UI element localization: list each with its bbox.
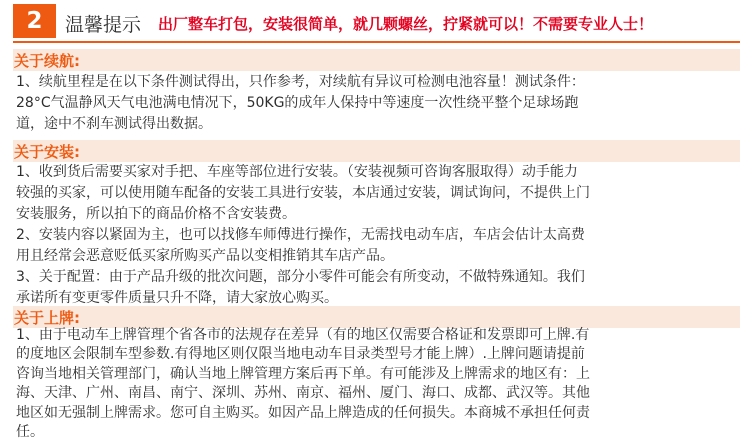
license-line: 任。 bbox=[16, 424, 44, 441]
range-line: 道，途中不刹车测试得出数据。 bbox=[16, 116, 212, 132]
install-paragraph bbox=[16, 162, 736, 309]
section-number-badge: 2 bbox=[13, 4, 56, 38]
license-section-title: 关于上牌: bbox=[14, 309, 80, 327]
range-title-background bbox=[13, 49, 740, 71]
license-line: 海、天津、广州、南昌、南宁、深圳、苏州、南京、福州、厦门、海口、成都、武汉等。其他 bbox=[16, 385, 590, 402]
install-line: 承诺所有变更零件质量只升不降，请大家放心购买。 bbox=[16, 290, 338, 306]
install-line: 用且经常会恶意贬低买家所购买产品以变相推销其车店产品。 bbox=[16, 248, 394, 264]
license-title-background bbox=[13, 306, 740, 328]
license-line: 地区如无强制上牌需求。您可自主购买。如因产品上牌造成的任何损失。本商城不承担任何责 bbox=[16, 404, 590, 421]
install-line: 较强的买家，可以使用随车配备的安装工具进行安装，本店通过安装，调试询问，不提供上门 bbox=[16, 185, 590, 201]
install-line: 1、收到货后需要买家对手把、车座等部位进行安装。（安装视频可咨询客服取得）动手能力 bbox=[16, 164, 578, 180]
header-subtitle: 出厂整车打包，安装很简单，就几颗螺丝，拧紧就可以！不需要专业人士！ bbox=[158, 15, 654, 33]
install-line: 3、关于配置：由于产品升级的批次问题，部分小零件可能会有所变动，不做特殊通知。我们 bbox=[16, 269, 585, 285]
range-line: 28°C气温静风天气电池满电情况下，50KG的成年人保持中等速度一次性绕平整个足球场跑 bbox=[16, 95, 579, 111]
install-title-background bbox=[13, 140, 740, 162]
install-line: 安装服务，所以拍下的商品价格不含安装费。 bbox=[16, 206, 296, 222]
tips-header bbox=[13, 4, 740, 40]
range-paragraph bbox=[16, 72, 736, 135]
range-line: 1、续航里程是在以下条件测试得出，只作参考，对续航有异议可检测电池容量！测试条件： bbox=[16, 74, 585, 90]
license-line: 的度地区会限制车型参数.有得地区则仅限当地电动车目录类型号才能上牌）.上牌问题请提前 bbox=[16, 346, 585, 363]
install-section-title: 关于安装: bbox=[14, 143, 80, 161]
range-section-title: 关于续航: bbox=[14, 52, 80, 70]
license-paragraph bbox=[16, 326, 736, 442]
license-line: 咨询当地相关管理部门，确认当地上牌管理方案后再下单。有可能涉及上牌需求的地区有：上 bbox=[16, 365, 590, 382]
license-line: 1、由于电动车上牌管理个省各市的法规存在差异（有的地区仅需要合格证和发票即可上牌.有 bbox=[16, 327, 590, 343]
install-line: 2、安装内容以紧固为主，也可以找修车师傅进行操作，无需找电动车店，车店会估计太高费 bbox=[16, 227, 585, 243]
header-title: 温馨提示 bbox=[65, 14, 142, 36]
header-divider bbox=[13, 41, 740, 43]
